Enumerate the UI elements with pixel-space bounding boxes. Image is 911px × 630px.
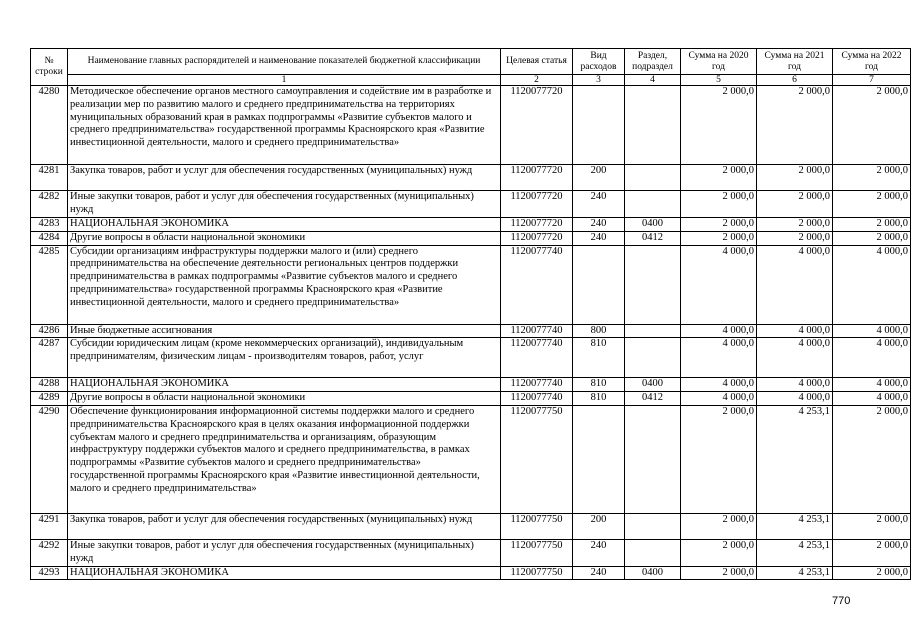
row-name: Иные закупки товаров, работ и услуг для обеспечения государственных (муниципальных) нужд [68, 539, 501, 566]
row-number: 4288 [31, 378, 68, 392]
row-sum-2020: 2 000,0 [681, 218, 757, 232]
row-name: Обеспечение функционирования информационной системы поддержки малого и среднего предпринимательства Красноярского края в целях оказания информационной поддержки субъектам малого и среднего предпринимательства и организациям, образующим инфраструктуру поддержки субъектов малого и среднего предпринимательства, в рамках подпрограммы «Развитие субъектов малого и среднего предпринимательства» государственной программы Красноярского края «Развитие инвестиционной деятельности, малого и среднего предпринимательства» [68, 405, 501, 513]
row-number: 4285 [31, 245, 68, 324]
row-sum-2021: 4 253,1 [757, 405, 833, 513]
table-row [31, 539, 911, 566]
table-row [31, 165, 911, 191]
row-target-article: 1120077740 [501, 378, 573, 392]
row-sum-2021: 4 000,0 [757, 392, 833, 406]
table-row [31, 392, 911, 406]
header-name: Наименование главных распорядителей и наименование показателей бюджетной классификации [68, 49, 501, 75]
row-sum-2020: 2 000,0 [681, 165, 757, 191]
row-section [625, 191, 681, 218]
header-row [31, 49, 911, 75]
row-sum-2022: 2 000,0 [833, 231, 911, 245]
row-target-article: 1120077750 [501, 566, 573, 580]
row-name: Субсидии организациям инфраструктуры поддержки малого и (или) среднего предпринимательства на обеспечение деятельности региональных центров поддержки предпринимательства в рамках подпрограммы «Развитие субъектов малого и среднего предпринимательства» государственной программы Красноярского края «Развитие инвестиционной деятельности, малого и среднего предпринимательства» [68, 245, 501, 324]
row-sum-2021: 4 253,1 [757, 513, 833, 539]
row-sum-2021: 2 000,0 [757, 218, 833, 232]
row-sum-2021: 4 000,0 [757, 338, 833, 378]
row-target-article: 1120077720 [501, 218, 573, 232]
row-expense-type: 240 [573, 218, 625, 232]
table-row [31, 513, 911, 539]
row-sum-2020: 2 000,0 [681, 191, 757, 218]
table-row [31, 566, 911, 580]
row-sum-2022: 2 000,0 [833, 513, 911, 539]
row-target-article: 1120077750 [501, 539, 573, 566]
row-section: 0412 [625, 231, 681, 245]
row-sum-2020: 2 000,0 [681, 539, 757, 566]
row-sum-2020: 4 000,0 [681, 378, 757, 392]
row-target-article: 1120077750 [501, 513, 573, 539]
row-name: Иные закупки товаров, работ и услуг для обеспечения государственных (муниципальных) нужд [68, 191, 501, 218]
row-target-article: 1120077740 [501, 245, 573, 324]
row-number: 4286 [31, 324, 68, 338]
row-number: 4282 [31, 191, 68, 218]
row-sum-2022: 2 000,0 [833, 539, 911, 566]
row-sum-2022: 2 000,0 [833, 86, 911, 165]
row-section [625, 539, 681, 566]
row-sum-2020: 2 000,0 [681, 513, 757, 539]
row-expense-type: 200 [573, 513, 625, 539]
row-sum-2022: 2 000,0 [833, 218, 911, 232]
row-target-article: 1120077720 [501, 165, 573, 191]
row-expense-type: 240 [573, 191, 625, 218]
column-number: 4 [625, 75, 681, 86]
row-expense-type [573, 245, 625, 324]
table-row [31, 324, 911, 338]
header-expense-type: Вид расходов [573, 49, 625, 75]
column-number: 6 [757, 75, 833, 86]
column-number-row [31, 75, 911, 86]
column-number: 7 [833, 75, 911, 86]
budget-table [30, 48, 911, 580]
row-number: 4293 [31, 566, 68, 580]
row-sum-2022: 4 000,0 [833, 245, 911, 324]
row-sum-2021: 2 000,0 [757, 165, 833, 191]
row-name: Другие вопросы в области национальной экономики [68, 392, 501, 406]
column-number: 3 [573, 75, 625, 86]
row-target-article: 1120077720 [501, 231, 573, 245]
row-sum-2021: 2 000,0 [757, 231, 833, 245]
header-num: № строки [31, 49, 68, 86]
column-number: 2 [501, 75, 573, 86]
row-target-article: 1120077720 [501, 191, 573, 218]
row-sum-2022: 2 000,0 [833, 405, 911, 513]
table-row [31, 245, 911, 324]
row-name: Методическое обеспечение органов местного самоуправления и содействие им в разработке и реализации мер по развитию малого и среднего предпринимательства на территориях муниципальных образований края в рамках подпрограммы «Развитие субъектов малого и среднего предпринимательства» государственной программы Красноярского края «Развитие инвестиционной деятельности, малого и среднего предпринимательства» [68, 86, 501, 165]
row-target-article: 1120077740 [501, 392, 573, 406]
row-sum-2021: 2 000,0 [757, 86, 833, 165]
table-row [31, 231, 911, 245]
row-expense-type [573, 86, 625, 165]
header-section: Раздел, подраздел [625, 49, 681, 75]
row-sum-2020: 2 000,0 [681, 86, 757, 165]
row-expense-type: 810 [573, 392, 625, 406]
table-row [31, 378, 911, 392]
row-target-article: 1120077740 [501, 324, 573, 338]
row-sum-2022: 2 000,0 [833, 191, 911, 218]
row-section [625, 338, 681, 378]
row-sum-2020: 2 000,0 [681, 405, 757, 513]
row-sum-2020: 4 000,0 [681, 324, 757, 338]
row-section: 0400 [625, 218, 681, 232]
row-expense-type: 800 [573, 324, 625, 338]
table-row [31, 191, 911, 218]
row-number: 4289 [31, 392, 68, 406]
page-number: 770 [832, 595, 851, 607]
row-section [625, 165, 681, 191]
row-name: НАЦИОНАЛЬНАЯ ЭКОНОМИКА [68, 566, 501, 580]
row-sum-2021: 4 253,1 [757, 539, 833, 566]
row-sum-2022: 2 000,0 [833, 566, 911, 580]
row-target-article: 1120077750 [501, 405, 573, 513]
row-sum-2021: 4 000,0 [757, 378, 833, 392]
header-sum-2021: Сумма на 2021 год [757, 49, 833, 75]
row-name: Закупка товаров, работ и услуг для обеспечения государственных (муниципальных) нужд [68, 513, 501, 539]
table-row [31, 338, 911, 378]
row-expense-type: 240 [573, 231, 625, 245]
row-name: Иные бюджетные ассигнования [68, 324, 501, 338]
column-number: 5 [681, 75, 757, 86]
row-section [625, 86, 681, 165]
row-target-article: 1120077740 [501, 338, 573, 378]
row-expense-type: 240 [573, 566, 625, 580]
row-name: Другие вопросы в области национальной экономики [68, 231, 501, 245]
row-name: НАЦИОНАЛЬНАЯ ЭКОНОМИКА [68, 218, 501, 232]
header-target-article: Целевая статья [501, 49, 573, 75]
row-sum-2022: 4 000,0 [833, 392, 911, 406]
table-row [31, 86, 911, 165]
row-number: 4291 [31, 513, 68, 539]
row-sum-2022: 4 000,0 [833, 338, 911, 378]
row-section [625, 513, 681, 539]
header-sum-2022: Сумма на 2022 год [833, 49, 911, 75]
row-section: 0400 [625, 378, 681, 392]
row-section: 0400 [625, 566, 681, 580]
row-sum-2021: 4 000,0 [757, 324, 833, 338]
row-sum-2020: 4 000,0 [681, 338, 757, 378]
row-name: Субсидии юридическим лицам (кроме некоммерческих организаций), индивидуальным предпринимателям, физическим лицам - производителям товаров, работ, услуг [68, 338, 501, 378]
row-number: 4292 [31, 539, 68, 566]
row-expense-type: 200 [573, 165, 625, 191]
row-number: 4287 [31, 338, 68, 378]
row-name: НАЦИОНАЛЬНАЯ ЭКОНОМИКА [68, 378, 501, 392]
row-expense-type: 810 [573, 378, 625, 392]
row-name: Закупка товаров, работ и услуг для обеспечения государственных (муниципальных) нужд [68, 165, 501, 191]
row-sum-2021: 4 253,1 [757, 566, 833, 580]
row-section [625, 405, 681, 513]
column-number: 1 [68, 75, 501, 86]
row-sum-2021: 2 000,0 [757, 191, 833, 218]
row-sum-2022: 4 000,0 [833, 378, 911, 392]
header-sum-2020: Сумма на 2020 год [681, 49, 757, 75]
row-sum-2020: 2 000,0 [681, 231, 757, 245]
row-number: 4280 [31, 86, 68, 165]
row-sum-2021: 4 000,0 [757, 245, 833, 324]
row-number: 4283 [31, 218, 68, 232]
row-number: 4281 [31, 165, 68, 191]
row-section [625, 324, 681, 338]
row-expense-type: 810 [573, 338, 625, 378]
row-section: 0412 [625, 392, 681, 406]
row-expense-type [573, 405, 625, 513]
row-expense-type: 240 [573, 539, 625, 566]
row-number: 4284 [31, 231, 68, 245]
table-row [31, 218, 911, 232]
row-sum-2020: 2 000,0 [681, 566, 757, 580]
row-section [625, 245, 681, 324]
row-sum-2020: 4 000,0 [681, 392, 757, 406]
row-target-article: 1120077720 [501, 86, 573, 165]
row-sum-2020: 4 000,0 [681, 245, 757, 324]
row-sum-2022: 4 000,0 [833, 324, 911, 338]
table-row [31, 405, 911, 513]
row-sum-2022: 2 000,0 [833, 165, 911, 191]
row-number: 4290 [31, 405, 68, 513]
